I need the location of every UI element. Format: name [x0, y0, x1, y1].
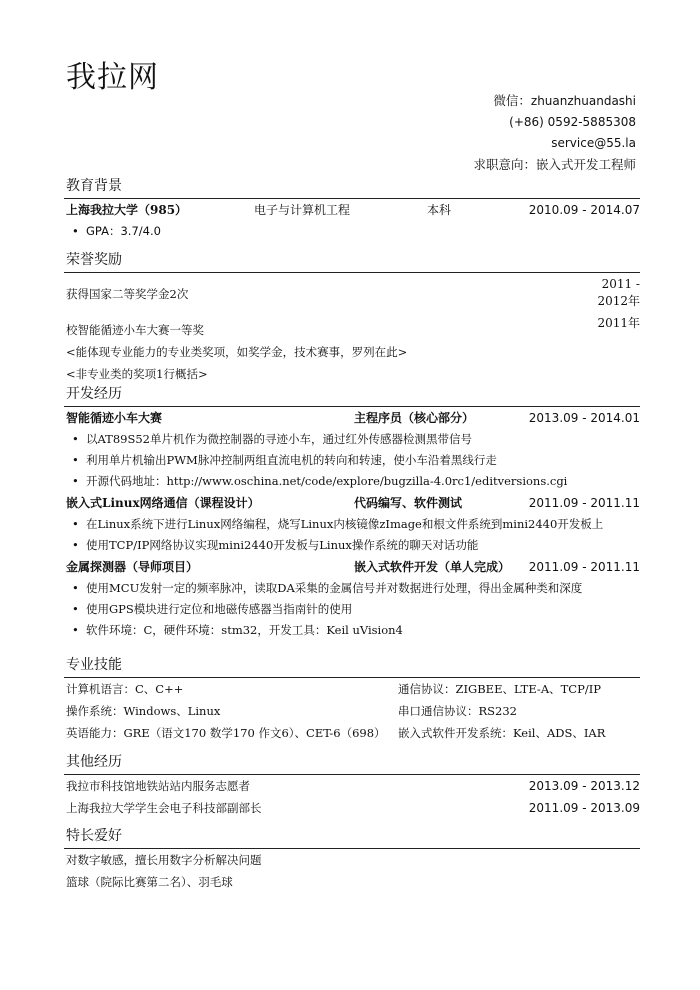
other-text: 上海我拉大学学生会电子科技部副部长 — [66, 801, 262, 815]
hobbies-section — [64, 826, 640, 893]
candidate-name: 我拉网 — [66, 60, 159, 95]
project-header — [64, 556, 640, 578]
other-text: 我拉市科技馆地铁站站内服务志愿者 — [66, 779, 250, 793]
education-section — [64, 176, 640, 242]
skill-left: 英语能力：GRE（语文170 数学170 作文6）、CET-6（698） — [66, 726, 386, 740]
project-bullet: • 开源代码地址：http://www.oschina.net/code/explore/bugzilla-4.0rc1/editversions.cgi — [64, 471, 640, 492]
project-bullet: • 软件环境：C，硬件环境：stm32，开发工具：Keil uVision4 — [64, 620, 640, 641]
project-role: 嵌入式软件开发（单人完成） — [354, 560, 511, 574]
skill-right: 嵌入式软件开发系统：Keil、ADS、IAR — [398, 726, 606, 740]
project-bullet: • 使用TCP/IP网络协议实现mini2440开发板与Linux操作系统的聊天对话功能 — [64, 535, 640, 556]
award-note-2: <非专业类的奖项1行概括> — [66, 367, 208, 381]
award-date-1: 2011 - 2012年 — [597, 277, 640, 308]
projects-section — [64, 384, 640, 641]
hobby-item: 对数字敏感，擅长用数字分析解决问题 — [66, 853, 262, 867]
skill-right: 串口通信协议：RS232 — [398, 704, 517, 718]
degree: 本科 — [427, 203, 452, 217]
section-title-hobbies: 特长爱好 — [66, 828, 122, 844]
project-bullet: • 利用单片机输出PWM脉冲控制两组直流电机的转向和转速，使小车沿着黑线行走 — [64, 450, 640, 471]
other-dates: 2011.09 - 2013.09 — [528, 801, 640, 815]
phone-number: (+86) 0592-5885308 — [509, 115, 636, 129]
project-bullet: • 使用MCU发射一定的频率脉冲，读取DA采集的金属信号并对数据进行处理，得出金属种类和深度 — [64, 578, 640, 599]
award-date-2: 2011年 — [597, 316, 640, 330]
award-item-2: 校智能循迹小车大赛一等奖 — [66, 323, 204, 337]
project-dates: 2013.09 - 2014.01 — [528, 411, 640, 425]
project-bullet: • 在Linux系统下进行Linux网络编程，烧写Linux内核镜像zImage和根文件系统到mini2440开发板上 — [64, 514, 640, 535]
section-title-other: 其他经历 — [66, 754, 122, 770]
skills-section — [64, 655, 640, 744]
project-dates: 2011.09 - 2011.11 — [528, 560, 640, 574]
skills-row — [64, 678, 640, 700]
major: 电子与计算机工程 — [254, 203, 351, 217]
project-header — [64, 407, 640, 429]
skill-right: 通信协议：ZIGBEE、LTE-A、TCP/IP — [398, 682, 601, 696]
section-title-awards: 荣誉奖励 — [66, 252, 122, 268]
project-bullet: • 使用GPS模块进行定位和地磁传感器当指南针的使用 — [64, 599, 640, 620]
section-title-skills: 专业技能 — [66, 657, 122, 673]
education-row — [64, 199, 640, 221]
award-item-1: 获得国家二等奖学金2次 — [66, 287, 189, 301]
skill-left: 操作系统：Windows、Linux — [66, 704, 221, 718]
other-dates: 2013.09 - 2013.12 — [528, 779, 640, 793]
other-section — [64, 752, 640, 819]
section-title-education: 教育背景 — [66, 178, 122, 194]
email-address: service@55.la — [551, 136, 636, 150]
award-note-1: <能体现专业能力的专业类奖项，如奖学金，技术赛事，罗列在此> — [66, 345, 408, 359]
skills-row — [64, 700, 640, 722]
other-item — [64, 775, 640, 797]
skill-left: 计算机语言：C、C++ — [66, 682, 184, 696]
project-name: 智能循迹小车大赛 — [66, 411, 163, 425]
awards-section — [64, 250, 640, 385]
wechat-line: 微信：zhuanzhuandashi — [493, 93, 636, 108]
education-dates: 2010.09 - 2014.07 — [528, 203, 640, 217]
project-header — [64, 492, 640, 514]
contact-block — [473, 90, 636, 175]
school-name: 上海我拉大学（985） — [66, 203, 188, 217]
gpa-item: • GPA：3.7/4.0 — [64, 221, 640, 242]
skills-row — [64, 722, 640, 744]
wechat-id: zhuanzhuandashi — [530, 94, 636, 108]
job-intent: 求职意向：嵌入式开发工程师 — [473, 157, 636, 172]
project-dates: 2011.09 - 2011.11 — [528, 496, 640, 510]
project-name: 金属探测器（导师项目） — [66, 560, 199, 574]
project-name: 嵌入式Linux网络通信（课程设计） — [66, 496, 260, 510]
project-role: 主程序员（核心部分） — [354, 411, 475, 425]
project-role: 代码编写、软件测试 — [354, 496, 463, 510]
project-bullet: • 以AT89S52单片机作为微控制器的寻迹小车，通过红外传感器检测黑带信号 — [64, 429, 640, 450]
hobby-item: 篮球（院际比赛第二名）、羽毛球 — [66, 875, 233, 889]
section-title-projects: 开发经历 — [66, 386, 122, 402]
other-item — [64, 797, 640, 819]
